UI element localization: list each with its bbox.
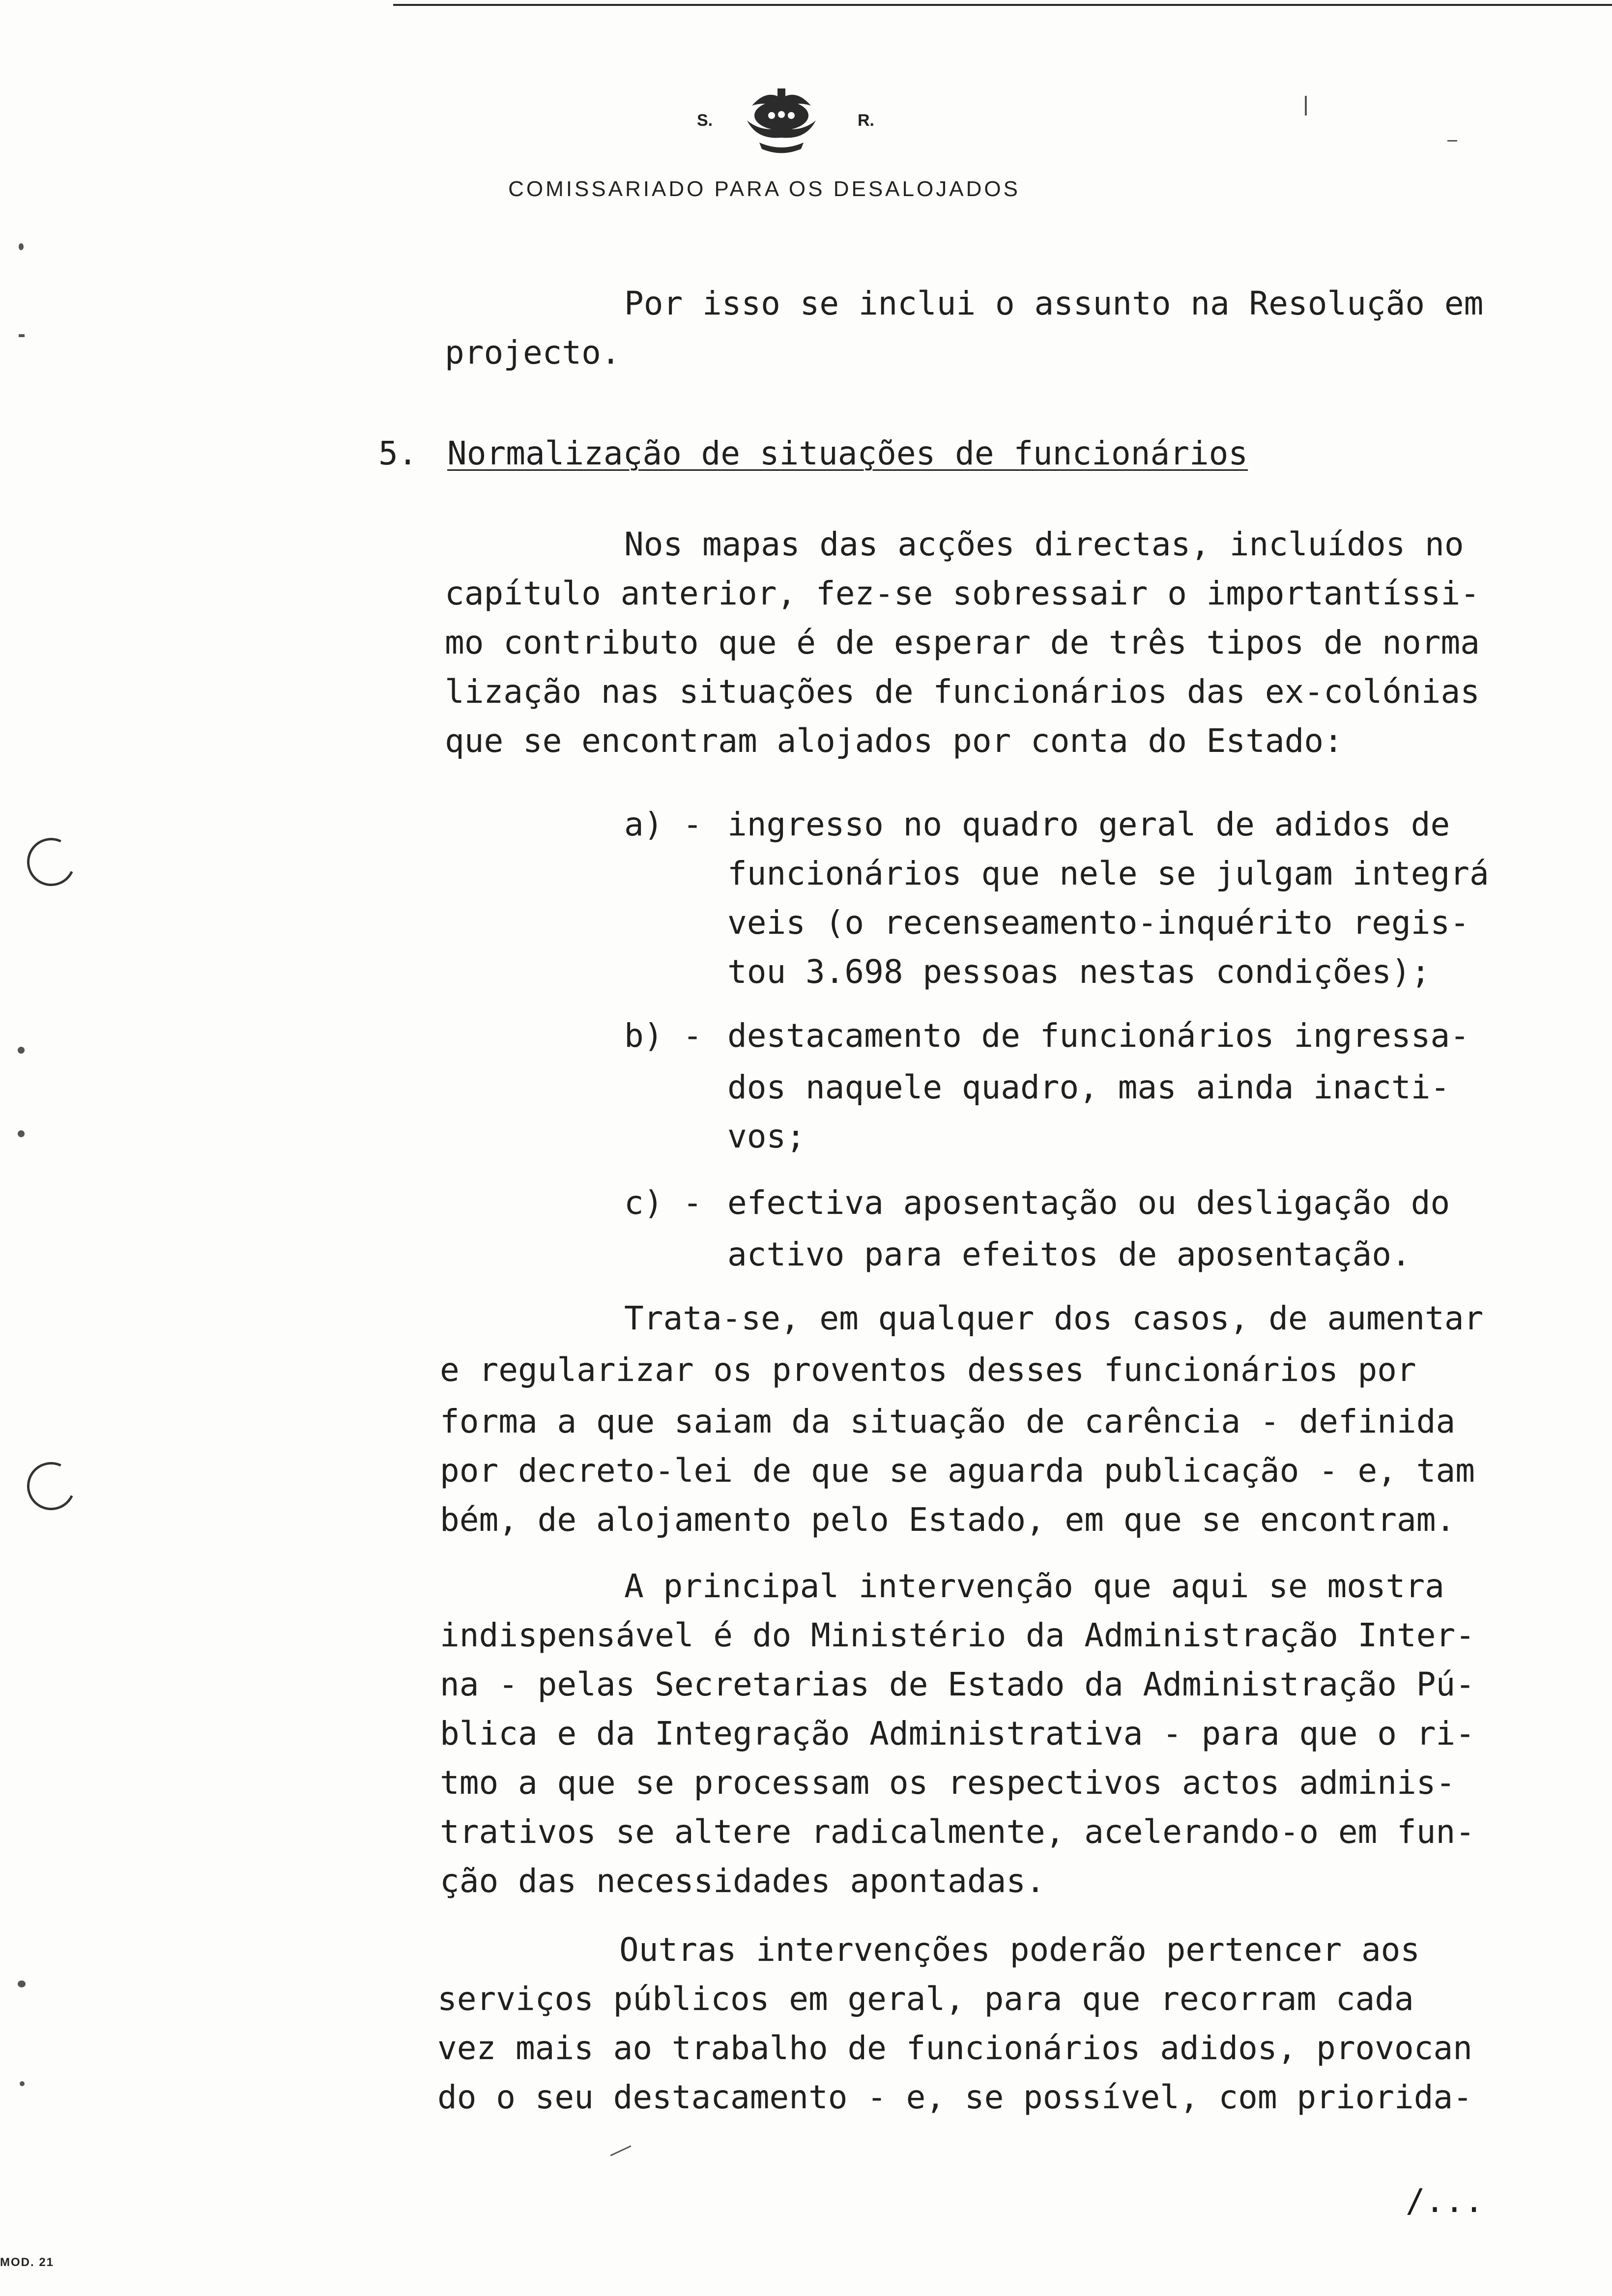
- paragraph-1-line: Nos mapas das acções directas, incluídos no: [624, 525, 1464, 563]
- paragraph-3-line: trativos se altere radicalmente, acelerando-o em fun-: [440, 1813, 1475, 1851]
- item-a-line: funcionários que nele se julgam integrá: [727, 855, 1489, 892]
- paragraph-1-line: lização nas situações de funcionários das ex-colónias: [445, 673, 1480, 711]
- top-edge-line: [393, 4, 1612, 6]
- item-a-label: a) -: [624, 805, 702, 843]
- paragraph-3-line: ção das necessidades apontadas.: [440, 1862, 1045, 1900]
- paragraph-4-line: vez mais ao trabalho de funcionários adidos, provocan: [437, 2029, 1472, 2067]
- margin-dot: [19, 243, 24, 250]
- item-b-label: b) -: [624, 1017, 702, 1055]
- section-number: 5.: [378, 434, 418, 472]
- paragraph-2-line: forma a que saiam da situação de carência - definida: [440, 1403, 1456, 1440]
- letterhead-initial-s: S.: [697, 111, 713, 130]
- paragraph-3-line: indispensável é do Ministério da Administração Inter-: [440, 1616, 1475, 1654]
- paragraph-3-line: A principal intervenção que aqui se mostra: [624, 1567, 1444, 1605]
- margin-mark: [610, 2145, 632, 2156]
- margin-dot: [18, 1130, 25, 1137]
- item-c-label: c) -: [624, 1184, 702, 1222]
- form-code: MOD. 21: [0, 2256, 55, 2269]
- punch-hole-icon: [20, 1455, 82, 1517]
- margin-dot: [18, 1047, 25, 1054]
- paragraph-1-line: capítulo anterior, fez-se sobressair o importantíssi-: [445, 574, 1480, 612]
- paragraph-3-line: tmo a que se processam os respectivos actos adminis-: [440, 1764, 1456, 1802]
- organization-name: COMISSARIADO PARA OS DESALOJADOS: [508, 177, 1020, 201]
- item-c-line: activo para efeitos de aposentação.: [727, 1235, 1411, 1273]
- margin-mark: [1305, 96, 1307, 115]
- coat-of-arms-icon: [732, 86, 831, 160]
- paragraph-3-line: blica e da Integração Administrativa - para que o ri-: [440, 1715, 1475, 1752]
- paragraph-2-line: por decreto-lei de que se aguarda publicação - e, tam: [440, 1452, 1475, 1490]
- item-c-line: efectiva aposentação ou desligação do: [727, 1184, 1450, 1222]
- paragraph-3-line: na - pelas Secretarias de Estado da Administração Pú-: [440, 1665, 1475, 1703]
- margin-dot: [19, 334, 25, 337]
- margin-dot: [20, 2081, 25, 2086]
- item-a-line: veis (o recenseamento-inquérito regis-: [727, 904, 1469, 942]
- item-b-line: dos naquele quadro, mas ainda inacti-: [727, 1068, 1450, 1106]
- item-b-line: destacamento de funcionários ingressa-: [727, 1017, 1469, 1055]
- intro-line-2: projecto.: [445, 334, 621, 372]
- intro-line-1: Por isso se inclui o assunto na Resolução em: [624, 285, 1484, 322]
- paragraph-2-line: Trata-se, em qualquer dos casos, de aumentar: [624, 1299, 1484, 1337]
- paragraph-4-line: do o seu destacamento - e, se possível, com priorida-: [437, 2078, 1472, 2116]
- paragraph-2-line: bém, de alojamento pelo Estado, em que se encontram.: [440, 1501, 1456, 1539]
- paragraph-2-line: e regularizar os proventos desses funcionários por: [440, 1351, 1416, 1389]
- paragraph-4-line: Outras intervenções poderão pertencer aos: [619, 1931, 1420, 1969]
- margin-dot: [18, 1980, 26, 1987]
- continuation-mark: /...: [1406, 2182, 1484, 2220]
- item-a-line: tou 3.698 pessoas nestas condições);: [727, 953, 1431, 991]
- margin-mark: [1447, 140, 1457, 142]
- section-title: Normalização de situações de funcionários: [447, 434, 1248, 472]
- item-a-line: ingresso no quadro geral de adidos de: [727, 805, 1450, 843]
- paragraph-4-line: serviços públicos em geral, para que recorram cada: [437, 1980, 1414, 2018]
- punch-hole-icon: [20, 831, 82, 893]
- paragraph-1-line: mo contributo que é de esperar de três tipos de norma: [445, 624, 1480, 661]
- paragraph-1-line: que se encontram alojados por conta do Estado:: [445, 722, 1343, 760]
- letterhead-initial-r: R.: [858, 111, 874, 130]
- item-b-line: vos;: [727, 1118, 806, 1155]
